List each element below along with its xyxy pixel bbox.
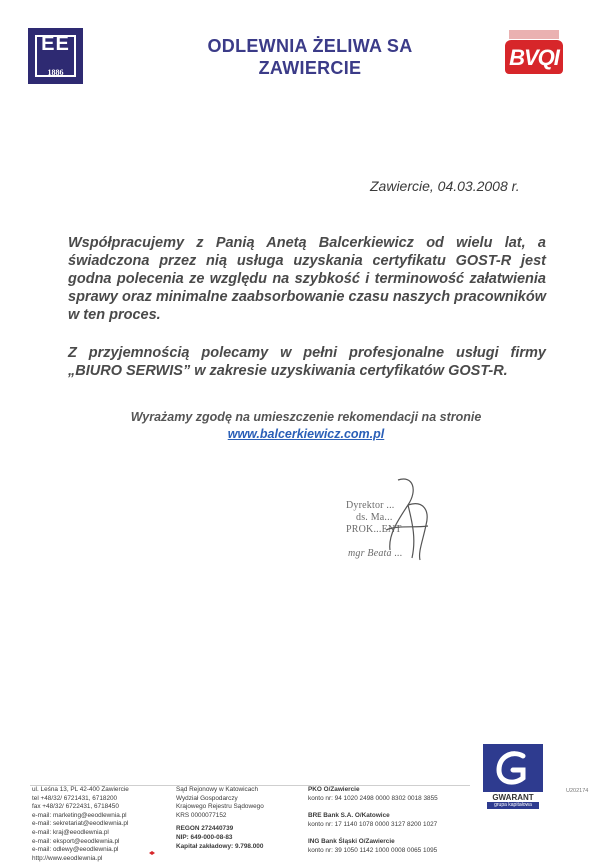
- footer-nip: NIP: 649-000-08-83: [176, 833, 233, 841]
- bvqi-logo-text: BVQI: [505, 40, 563, 74]
- gwarant-logo: [483, 744, 543, 809]
- bank-name: PKO O/Zawiercie: [308, 786, 360, 793]
- consent-link-wrapper: [100, 427, 512, 441]
- signature-mark: [368, 470, 448, 565]
- red-mark-icon: [148, 850, 156, 856]
- footer-register-line: Krajowego Rejestru Sądowego: [176, 803, 264, 811]
- footer-email-domestic: e-mail: kraj@eeodlewnia.pl: [32, 828, 109, 836]
- footer-krs-line: KRS 0000077152: [176, 811, 227, 819]
- company-name-line1: ODLEWNIA ŻELIWA SA: [207, 36, 413, 56]
- footer-regon: REGON 272440739: [176, 825, 234, 833]
- consent-text: Wyrażamy zgodę na umieszczenie rekomendacji na stronie: [130, 410, 482, 424]
- company-name-line2: ZAWIERCIE: [258, 58, 362, 78]
- footer-phone-line: tel +48/32/ 6721431, 6718200: [32, 794, 118, 802]
- footer-address-line: ul. Leśna 13, PL 42-400 Zawiercie: [32, 786, 129, 793]
- gwarant-g-icon: [483, 744, 543, 792]
- reference-code: U202174: [566, 788, 589, 794]
- website-link[interactable]: www.balcerkiewicz.com.pl: [227, 427, 385, 441]
- paragraph-recommendation: Z przyjemnością polecamy w pełni profesjonalne usługi firmy „BIURO SERWIS” w zakresie uzyskiwania certyfikatów GOST-R.: [68, 345, 546, 379]
- footer-fax-line: fax +48/32/ 6722431, 6718450: [32, 803, 119, 811]
- bank-name: BRE Bank S.A. O/Katowice: [308, 812, 390, 820]
- paragraph-cooperation: Współpracujemy z Panią Anetą Balcerkiewicz od wielu lat, a świadczona przez nią usługa uzyskania certyfikatu GOST-R jest godna polecenia ze względu na szybkość i terminowość załatwienia sprawy oraz minimalne zaabsorbowanie czasu naszych pracowników w ten proces.: [68, 235, 546, 323]
- footer-registry-column: [176, 786, 264, 851]
- footer-email-castings: e-mail: odlewy@eeodlewnia.pl: [32, 846, 119, 854]
- footer-email-export: e-mail: eksport@eeodlewnia.pl: [32, 837, 120, 845]
- footer-court-line: Sąd Rejonowy w Katowicach: [176, 786, 259, 793]
- footer-department-line: Wydział Gospodarczy: [176, 794, 238, 802]
- gwarant-subtitle: grupa kapitałowa: [487, 802, 539, 809]
- footer-capital: Kapitał zakładowy: 9.798.000: [176, 842, 264, 850]
- ee-logo-letters: EE: [41, 33, 70, 55]
- bank-account: konto nr: 94 1020 2498 0000 8302 0018 3855: [308, 794, 438, 802]
- footer-address-column: [32, 786, 129, 863]
- stamp-title-line3: PROK...ENT: [346, 524, 402, 535]
- stamp-title-line2: ds. Ma...: [356, 512, 393, 523]
- bank-name: ING Bank Śląski O/Zawiercie: [308, 838, 395, 846]
- footer-banks-column: [308, 786, 438, 856]
- stamp-title-line1: Dyrektor ...: [346, 500, 395, 511]
- footer-website: http://www.eeodlewnia.pl: [32, 854, 103, 862]
- letter-date: Zawiercie, 04.03.2008 r.: [370, 178, 520, 194]
- bank-account: konto nr: 17 1140 1078 0000 3127 8200 1027: [308, 820, 438, 828]
- signatory-name: mgr Beata ...: [348, 548, 403, 559]
- gwarant-label: GWARANT: [492, 793, 534, 802]
- bank-account: konto nr: 39 1050 1142 1000 0008 0065 1095: [308, 846, 438, 854]
- bvqi-logo: [505, 30, 563, 75]
- footer-email-secretariat: e-mail: sekretariat@eeodlewnia.pl: [32, 820, 129, 828]
- footer-email-marketing: e-mail: marketing@eeodlewnia.pl: [32, 811, 127, 819]
- ee-logo: [28, 28, 83, 84]
- ee-logo-year: 1886: [47, 68, 64, 77]
